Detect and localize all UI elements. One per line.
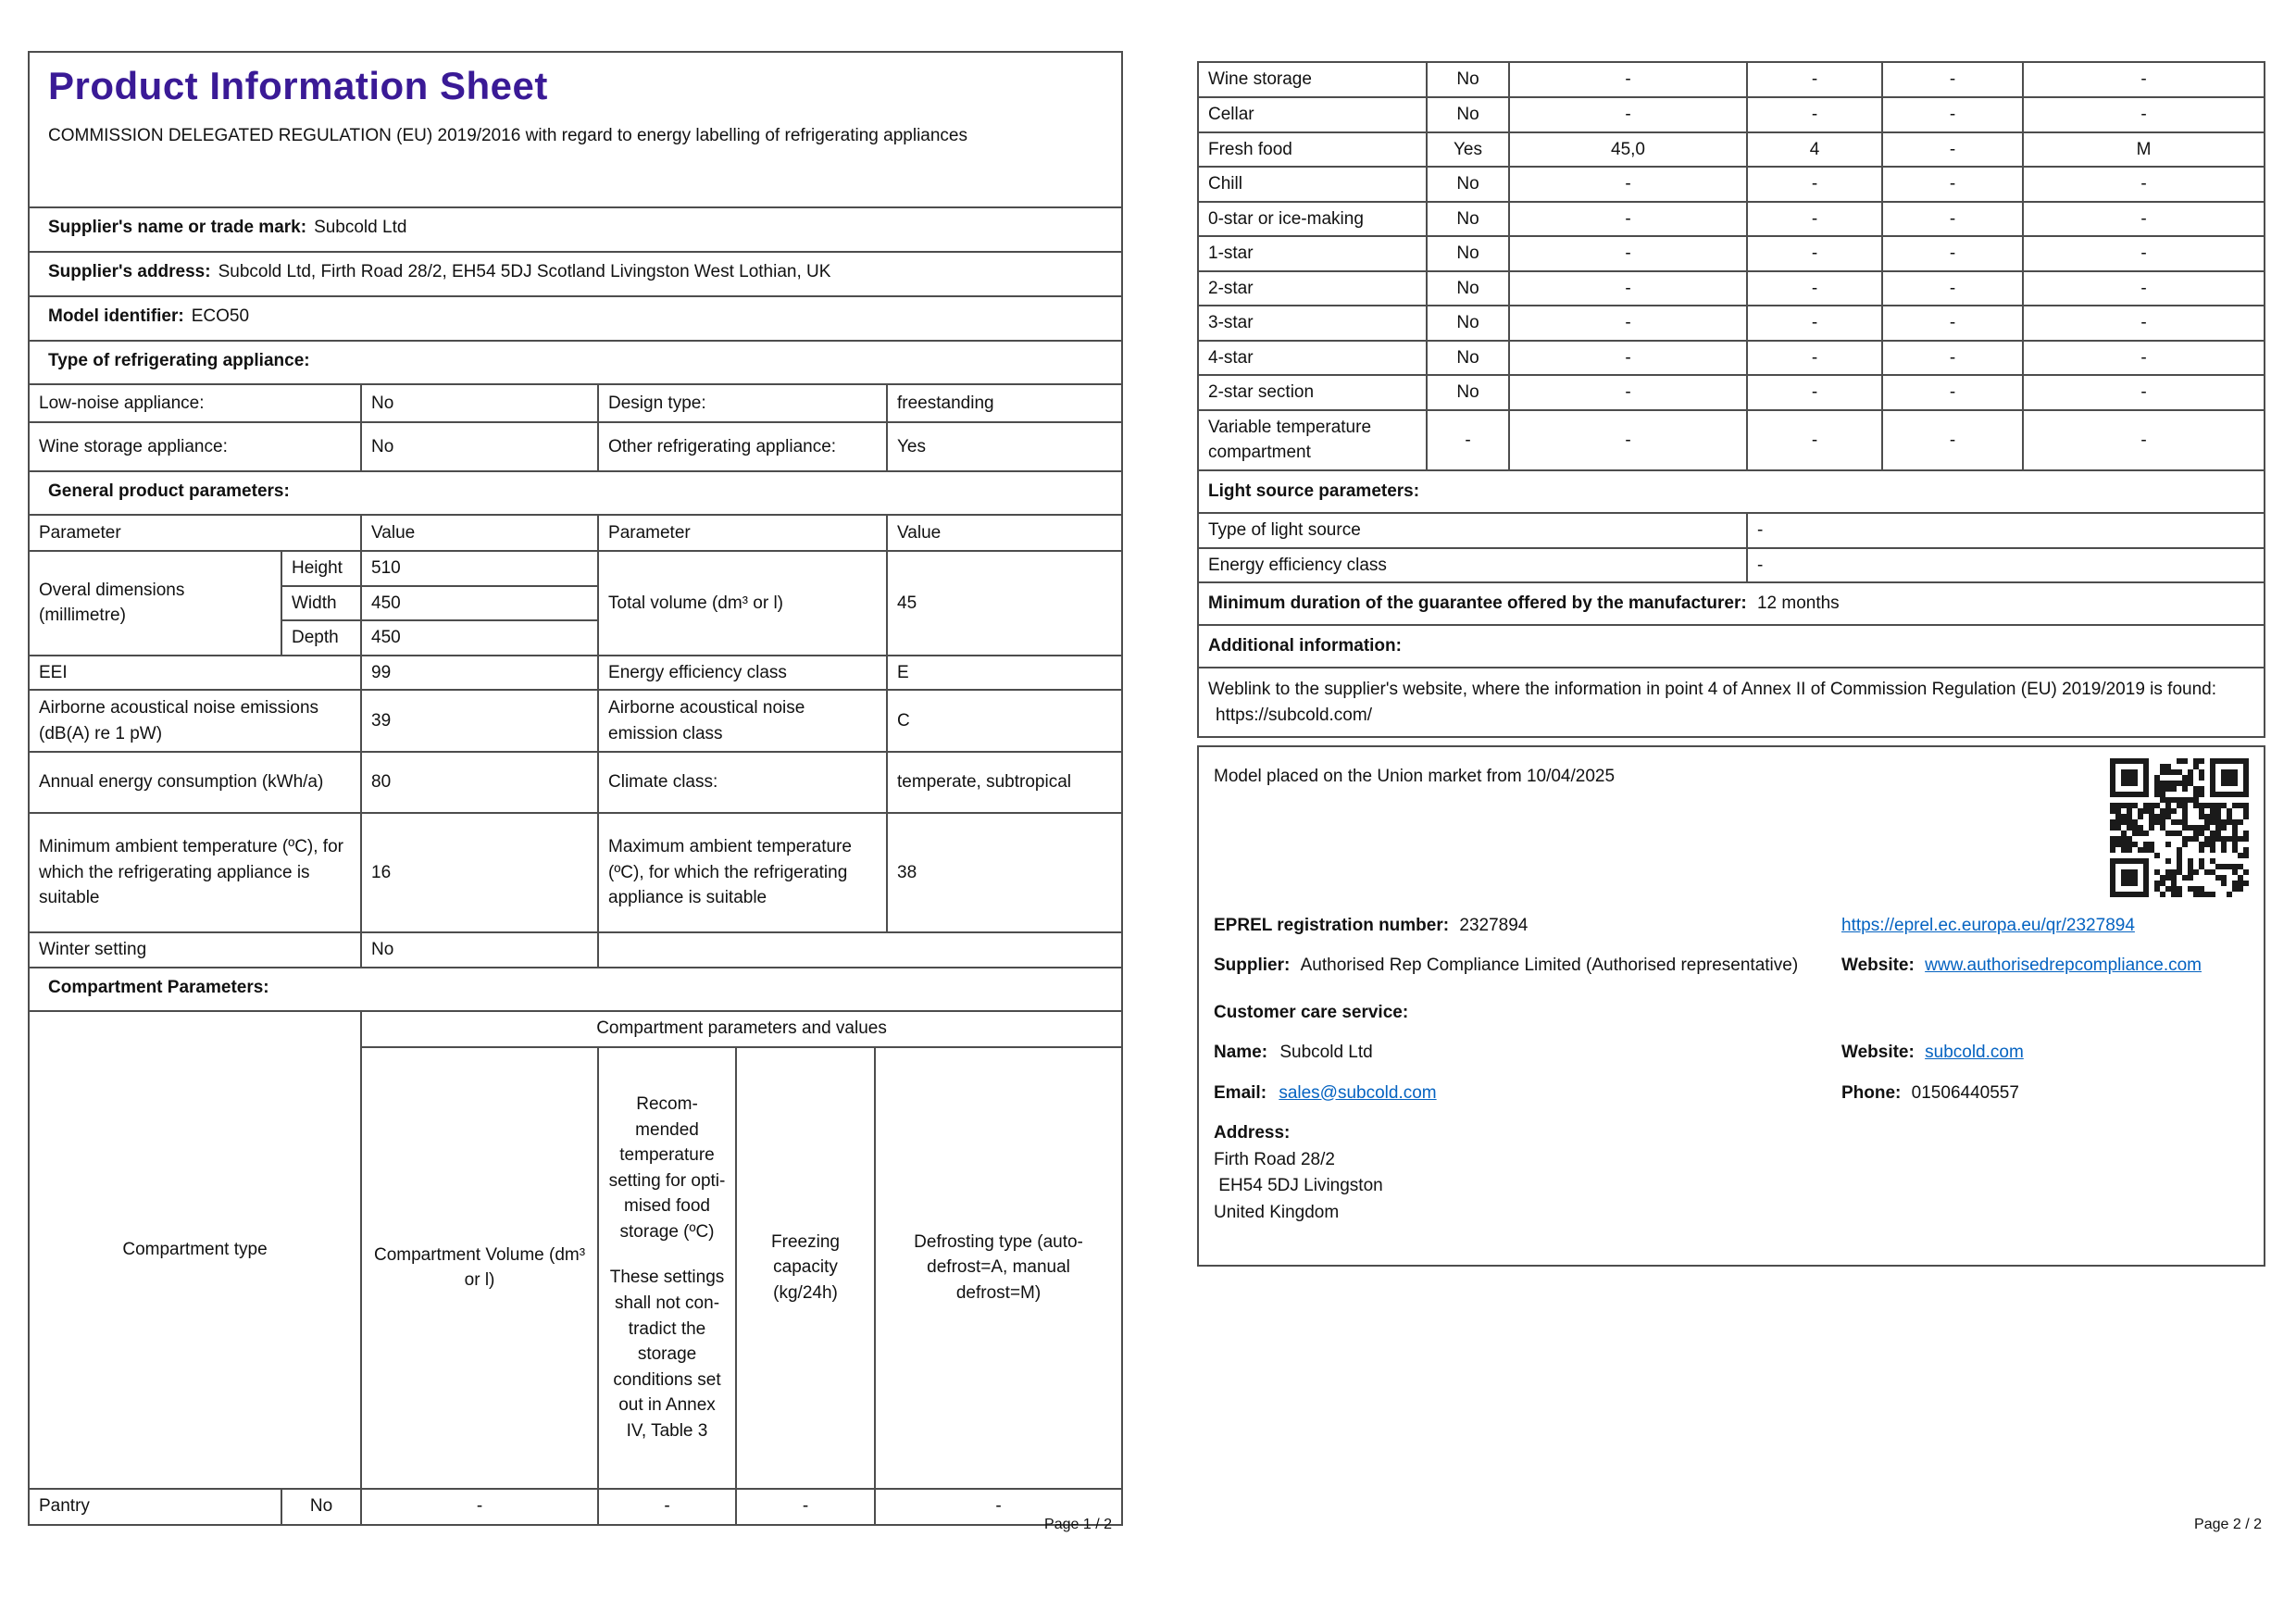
table-row xyxy=(30,690,1121,752)
supplier-address-value: Subcold Ltd, Firth Road 28/2, EH54 5DJ Scotland Livingston West Lothian, UK xyxy=(218,262,831,281)
cell: - xyxy=(1509,341,1747,376)
address-label: Address: xyxy=(1214,1123,1291,1143)
care-website-label: Website: xyxy=(1841,1043,1915,1062)
cell: - xyxy=(2023,341,2264,376)
cell: Overal dimensions (millimetre) xyxy=(30,551,281,656)
cell: - xyxy=(1747,375,1882,410)
compartment-row xyxy=(1199,410,2264,470)
cell: M xyxy=(2023,132,2264,168)
cell: - xyxy=(1882,63,2023,97)
email-row xyxy=(1214,1081,2249,1107)
eprel-row xyxy=(1214,913,2249,940)
cell: 80 xyxy=(361,752,598,813)
cell: Low-noise appliance: xyxy=(30,385,361,422)
cell: Type of light source xyxy=(1199,513,1747,548)
cell: - xyxy=(1509,236,1747,271)
cell: 2-star section xyxy=(1199,375,1427,410)
cell: 450 xyxy=(361,620,598,656)
compartment-row xyxy=(1199,271,2264,306)
cell: Cellar xyxy=(1199,97,1427,132)
regulation-subtitle: COMMISSION DELEGATED REGULATION (EU) 2019/2016 with regard to energy labelling of refrigerating appliances xyxy=(48,126,967,145)
cell: - xyxy=(1882,132,2023,168)
page-title: Product Information Sheet xyxy=(48,64,548,107)
cell: Airborne acoustical noise emissions (dB(A) re 1 pW) xyxy=(30,690,361,752)
table-row xyxy=(1199,548,2264,583)
appliance-type-table xyxy=(30,385,1121,472)
model-identifier-row xyxy=(30,297,1121,342)
table-row xyxy=(1199,582,2264,625)
cell: - xyxy=(1509,375,1747,410)
cell: Yes xyxy=(1427,132,1509,168)
cell: No xyxy=(361,385,598,422)
cell: No xyxy=(281,1489,361,1524)
cell: - xyxy=(1882,341,2023,376)
cell: 3-star xyxy=(1199,306,1427,341)
cell: 38 xyxy=(887,813,1121,932)
cell: - xyxy=(1882,167,2023,202)
cell: - xyxy=(2023,97,2264,132)
light-source-heading: Light source parameters: xyxy=(1199,470,2264,513)
eprel-link[interactable]: https://eprel.ec.europa.eu/qr/2327894 xyxy=(1841,915,2135,935)
cell: - xyxy=(1747,341,1882,376)
cell: temperate, subtropical xyxy=(887,752,1121,813)
market-info-box xyxy=(1197,745,2265,1267)
cell: No xyxy=(1427,306,1509,341)
cell: 2-star xyxy=(1199,271,1427,306)
qr-code xyxy=(2110,758,2249,897)
cell: No xyxy=(1427,63,1509,97)
cell: Wine storage appliance: xyxy=(30,422,361,470)
cell: Yes xyxy=(887,422,1121,470)
cell: - xyxy=(2023,306,2264,341)
compartment-row xyxy=(1199,63,2264,97)
compartment-table xyxy=(30,1012,1121,1524)
cell: Height xyxy=(281,551,361,586)
cell: - xyxy=(1509,410,1747,470)
cell: - xyxy=(2023,202,2264,237)
cell: - xyxy=(2023,167,2264,202)
cell: - xyxy=(2023,63,2264,97)
table-row xyxy=(30,656,1121,691)
group-header: Compartment parameters and values xyxy=(361,1012,1121,1047)
volume-header: Compartment Volume (dm³ or l) xyxy=(361,1047,598,1489)
cell: C xyxy=(887,690,1121,752)
cell: 39 xyxy=(361,690,598,752)
guarantee-value: 12 months xyxy=(1756,593,1840,614)
compartment-row xyxy=(1199,236,2264,271)
cell: - xyxy=(1747,202,1882,237)
table-row xyxy=(30,932,1121,967)
table-row xyxy=(1199,625,2264,668)
cell: 99 xyxy=(361,656,598,691)
eprel-number: 2327894 xyxy=(1459,915,1529,935)
cell: EEI xyxy=(30,656,361,691)
cell: - xyxy=(1509,306,1747,341)
cell: - xyxy=(1509,167,1747,202)
cell: Pantry xyxy=(30,1489,281,1524)
cell: - xyxy=(1882,202,2023,237)
customer-care-heading: Customer care service: xyxy=(1214,1002,1409,1022)
page-2-footer: Page 2 / 2 xyxy=(2194,1517,2262,1532)
cell: - xyxy=(1509,97,1747,132)
cell: - xyxy=(1747,97,1882,132)
model-identifier-label: Model identifier: xyxy=(48,306,184,326)
cell: Design type: xyxy=(598,385,887,422)
cell: Wine storage xyxy=(1199,63,1427,97)
freezing-header: Freezing capacity (kg/24h) xyxy=(736,1047,875,1489)
cell: No xyxy=(1427,167,1509,202)
cell xyxy=(598,932,1121,967)
cell: Minimum ambient temperature (ºC), for which the refrigerating appliance is suitable xyxy=(30,813,361,932)
cell: - xyxy=(1747,63,1882,97)
cell: - xyxy=(1882,306,2023,341)
cell: - xyxy=(1882,271,2023,306)
cell: - xyxy=(2023,271,2264,306)
supplier-name-label: Supplier's name or trade mark: xyxy=(48,218,307,237)
model-identifier-value: ECO50 xyxy=(191,306,250,326)
cell: 450 xyxy=(361,586,598,621)
table-row xyxy=(30,516,1121,551)
cell: freestanding xyxy=(887,385,1121,422)
supplier-address-label: Supplier's address: xyxy=(48,262,211,281)
temperature-header xyxy=(598,1047,736,1489)
guarantee-row xyxy=(1199,582,2264,625)
address-block xyxy=(1214,1120,2249,1226)
compartment-row xyxy=(1199,132,2264,168)
phone-value: 01506440557 xyxy=(1911,1082,2019,1103)
cell: Energy efficiency class xyxy=(598,656,887,691)
website-label: Website: xyxy=(1841,956,1915,975)
cell: - xyxy=(361,1489,598,1524)
cell: Variable temperature compartment xyxy=(1199,410,1427,470)
supplier-name-value: Subcold Ltd xyxy=(314,218,407,237)
cell: Airborne acoustical noise emission class xyxy=(598,690,887,752)
supplier-name-row xyxy=(30,208,1121,253)
address-line: Firth Road 28/2 xyxy=(1214,1149,1335,1169)
general-parameters-heading: General product parameters: xyxy=(30,472,1121,516)
cell: - xyxy=(1882,236,2023,271)
table-row xyxy=(1199,470,2264,513)
cell: No xyxy=(1427,202,1509,237)
cell: Depth xyxy=(281,620,361,656)
cell: No xyxy=(361,422,598,470)
cell: No xyxy=(1427,271,1509,306)
table-row xyxy=(30,385,1121,422)
email-label: Email: xyxy=(1214,1082,1267,1103)
supplier-value: Authorised Rep Compliance Limited (Authorised representative) xyxy=(1300,956,1799,975)
address-line: United Kingdom xyxy=(1214,1202,1340,1222)
cell: No xyxy=(1427,236,1509,271)
cell: - xyxy=(1747,271,1882,306)
table-row xyxy=(30,1012,1121,1047)
cell: - xyxy=(2023,410,2264,470)
cell: Width xyxy=(281,586,361,621)
compartment-row xyxy=(1199,167,2264,202)
compartment-row xyxy=(1199,341,2264,376)
compartment-row xyxy=(1199,306,2264,341)
cell: - xyxy=(1882,97,2023,132)
cell: 4 xyxy=(1747,132,1882,168)
cell: - xyxy=(875,1489,1121,1524)
cell: - xyxy=(1747,167,1882,202)
weblink-row xyxy=(1199,668,2264,736)
compartment-row xyxy=(1199,375,2264,410)
supplier-address-row xyxy=(30,253,1121,297)
additional-info-heading: Additional information: xyxy=(1199,625,2264,668)
table-row xyxy=(30,752,1121,813)
cell: No xyxy=(1427,97,1509,132)
cell: Maximum ambient temperature (ºC), for which the refrigerating appliance is suitable xyxy=(598,813,887,932)
cell: No xyxy=(1427,341,1509,376)
cell: - xyxy=(2023,236,2264,271)
cell: - xyxy=(1882,375,2023,410)
cell: - xyxy=(598,1489,736,1524)
cell: - xyxy=(1747,236,1882,271)
cell: - xyxy=(1882,410,2023,470)
cell: Other refrigerating appliance: xyxy=(598,422,887,470)
weblink-text: Weblink to the supplier's website, where the information in point 4 of Annex II of Commission Regulation (EU) 2019/2019 is found: xyxy=(1208,680,2216,700)
cell: 45,0 xyxy=(1509,132,1747,168)
cell: Chill xyxy=(1199,167,1427,202)
weblink-url: https://subcold.com/ xyxy=(1216,705,1372,725)
table-row xyxy=(30,813,1121,932)
cell: Fresh food xyxy=(1199,132,1427,168)
cell: Parameter xyxy=(30,516,361,551)
cell: Value xyxy=(887,516,1121,551)
page-2-table xyxy=(1197,61,2265,738)
guarantee-label: Minimum duration of the guarantee offered by the manufacturer: xyxy=(1208,593,1747,614)
appliance-type-heading: Type of refrigerating appliance: xyxy=(30,342,1121,385)
defrost-header: Defrosting type (auto-defrost=A, manual defrost=M) xyxy=(875,1047,1121,1489)
cell: - xyxy=(1747,410,1882,470)
cell: - xyxy=(1509,202,1747,237)
cell: 0-star or ice-making xyxy=(1199,202,1427,237)
care-name-value: Subcold Ltd xyxy=(1279,1043,1373,1062)
compartment-parameters-heading: Compartment Parameters: xyxy=(30,968,1121,1012)
table-row xyxy=(30,422,1121,470)
cell: - xyxy=(1747,306,1882,341)
cell: 510 xyxy=(361,551,598,586)
cell: - xyxy=(1747,548,2264,583)
cell: Annual energy consumption (kWh/a) xyxy=(30,752,361,813)
cell: 4-star xyxy=(1199,341,1427,376)
temperature-header-1: Recommended temperature setting for optimised food storage (ºC) xyxy=(608,1094,726,1242)
cell: 16 xyxy=(361,813,598,932)
care-name-label: Name: xyxy=(1214,1043,1268,1062)
temperature-header-2: These settings shall not contradict the storage conditions set out in Annex IV, Table 3 xyxy=(609,1268,725,1441)
cell: Climate class: xyxy=(598,752,887,813)
cell: Parameter xyxy=(598,516,887,551)
cell: Energy efficiency class xyxy=(1199,548,1747,583)
compartment-type-header: Compartment type xyxy=(30,1012,361,1489)
cell: - xyxy=(1509,271,1747,306)
page-1 xyxy=(28,51,1123,1526)
market-date-text: Model placed on the Union market from 10/04/2025 xyxy=(1214,767,1616,786)
phone-label: Phone: xyxy=(1841,1082,1902,1103)
cell: 1-star xyxy=(1199,236,1427,271)
supplier-website-link[interactable]: www.authorisedrepcompliance.com xyxy=(1925,956,2202,975)
cell: 45 xyxy=(887,551,1121,656)
name-row xyxy=(1214,1040,2249,1067)
cell: No xyxy=(361,932,598,967)
cell: Winter setting xyxy=(30,932,361,967)
supplier-row xyxy=(1214,953,2249,980)
cell: Value xyxy=(361,516,598,551)
cell: - xyxy=(1509,63,1747,97)
table-row xyxy=(30,551,1121,586)
supplier-label: Supplier: xyxy=(1214,956,1291,975)
cell: Total volume (dm³ or l) xyxy=(598,551,887,656)
table-row xyxy=(1199,513,2264,548)
address-line: EH54 5DJ Livingston xyxy=(1214,1176,1383,1195)
compartment-row xyxy=(1199,202,2264,237)
table-row xyxy=(1199,668,2264,736)
cell: - xyxy=(2023,375,2264,410)
email-link[interactable]: sales@subcold.com xyxy=(1279,1082,1437,1103)
cell: - xyxy=(1427,410,1509,470)
page-1-footer: Page 1 / 2 xyxy=(1044,1517,1112,1532)
care-website-link[interactable]: subcold.com xyxy=(1925,1043,2024,1062)
cell: E xyxy=(887,656,1121,691)
general-parameters-table xyxy=(30,516,1121,968)
title-block xyxy=(30,53,1121,208)
eprel-label: EPREL registration number: xyxy=(1214,915,1450,935)
cell: - xyxy=(1747,513,2264,548)
compartment-row xyxy=(1199,97,2264,132)
cell: - xyxy=(736,1489,875,1524)
cell: No xyxy=(1427,375,1509,410)
